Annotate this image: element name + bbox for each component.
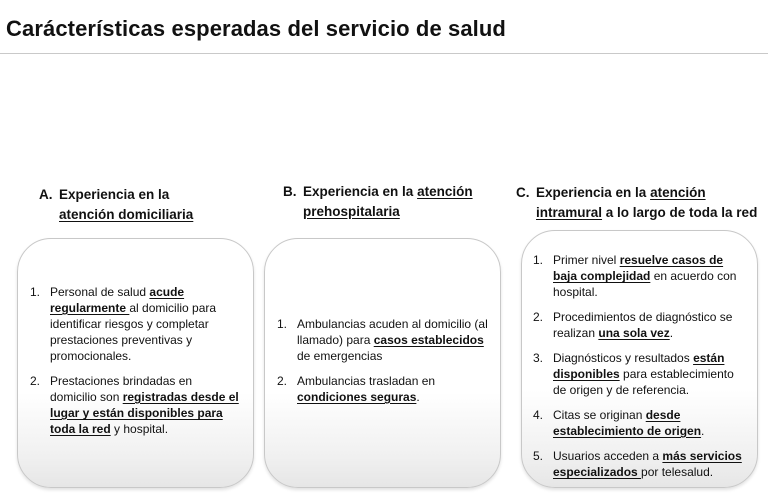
column-letter: B.: [283, 184, 297, 199]
item-text: Procedimientos de diagnóstico se realizan: [553, 310, 733, 340]
column-heading-text: [536, 183, 768, 223]
list-item: [30, 284, 242, 364]
heading-line1: Experiencia en la: [536, 185, 651, 200]
list-item-number: 1.: [277, 317, 288, 331]
item-text: .: [416, 390, 420, 404]
list-item: [533, 309, 749, 341]
emphasis-text: resuelve casos de baja complejidad: [553, 253, 724, 283]
item-text: Personal de salud: [50, 285, 150, 299]
list-item: [30, 373, 242, 437]
page-title: Carácterísticas esperadas del servicio de salud: [6, 16, 506, 41]
list-item-number: 3.: [533, 351, 544, 365]
list-item-number: 1.: [30, 285, 41, 299]
column-heading-text: [303, 182, 503, 222]
item-text: Usuarios acceden a: [553, 449, 663, 463]
list-item: [533, 350, 749, 398]
item-text: por telesalud.: [641, 465, 714, 479]
list-intramural: [533, 252, 749, 489]
list-item-number: 5.: [533, 449, 544, 463]
item-text: Prestaciones brindadas en domicilio son: [50, 374, 193, 404]
column-letter: A.: [39, 187, 53, 202]
item-text: para establecimiento de origen y de referencia.: [553, 367, 734, 397]
item-text: en acuerdo con hospital.: [553, 269, 737, 299]
list-prehospitalaria: [277, 316, 489, 414]
heading-line1-underlined: atención: [417, 184, 473, 199]
item-text: .: [669, 326, 674, 340]
emphasis-text: desde establecimiento de origen: [553, 408, 702, 438]
heading-line2: prehospitalaria: [303, 204, 400, 219]
emphasis-text: registradas desde el lugar y están disponibles para toda la red: [50, 390, 239, 436]
heading-line2: atención domiciliaria: [59, 207, 194, 222]
heading-line2: intramural: [536, 205, 603, 220]
heading-line1-underlined: atención: [650, 185, 706, 200]
item-text: Diagnósticos y resultados: [553, 351, 694, 365]
list-item-number: 2.: [277, 374, 288, 388]
item-text: Ambulancias acuden al domicilio (al llamado) para: [297, 317, 488, 347]
list-item-number: 2.: [533, 310, 544, 324]
heading-line1: Experiencia en la: [59, 187, 170, 202]
column-c-heading: [516, 183, 768, 223]
emphasis-text: una sola vez: [598, 326, 670, 340]
heading-line2-rest: a lo largo de toda la red: [602, 205, 758, 220]
emphasis-text: condiciones seguras: [297, 390, 417, 404]
column-a-heading: [39, 185, 239, 225]
list-domiciliaria: [30, 284, 242, 446]
item-text: de emergencias: [297, 349, 383, 363]
list-item: [533, 407, 749, 439]
list-item-number: 4.: [533, 408, 544, 422]
list-item: [277, 316, 489, 364]
emphasis-text: acude regularmente: [50, 285, 185, 315]
emphasis-text: casos establecidos: [373, 333, 484, 347]
column-heading-text: [59, 185, 239, 225]
emphasis-text: más servicios especializados: [553, 449, 742, 479]
item-text: Primer nivel: [553, 253, 620, 267]
list-item-number: 2.: [30, 374, 41, 388]
heading-line1: Experiencia en la: [303, 184, 418, 199]
list-item: [533, 448, 749, 480]
list-item: [277, 373, 489, 405]
item-text: .: [701, 424, 705, 438]
column-letter: C.: [516, 185, 530, 200]
item-text: Ambulancias trasladan en: [297, 374, 436, 388]
item-text: y hospital.: [110, 422, 169, 436]
list-item-number: 1.: [533, 253, 544, 267]
emphasis-text: están disponibles: [553, 351, 725, 381]
column-b-heading: [283, 182, 503, 222]
item-text: Citas se originan: [553, 408, 646, 422]
list-item: [533, 252, 749, 300]
item-text: al domicilio para identificar riesgos y completar prestaciones preventivas y promocionales.: [50, 301, 217, 363]
title-divider: [0, 53, 768, 54]
